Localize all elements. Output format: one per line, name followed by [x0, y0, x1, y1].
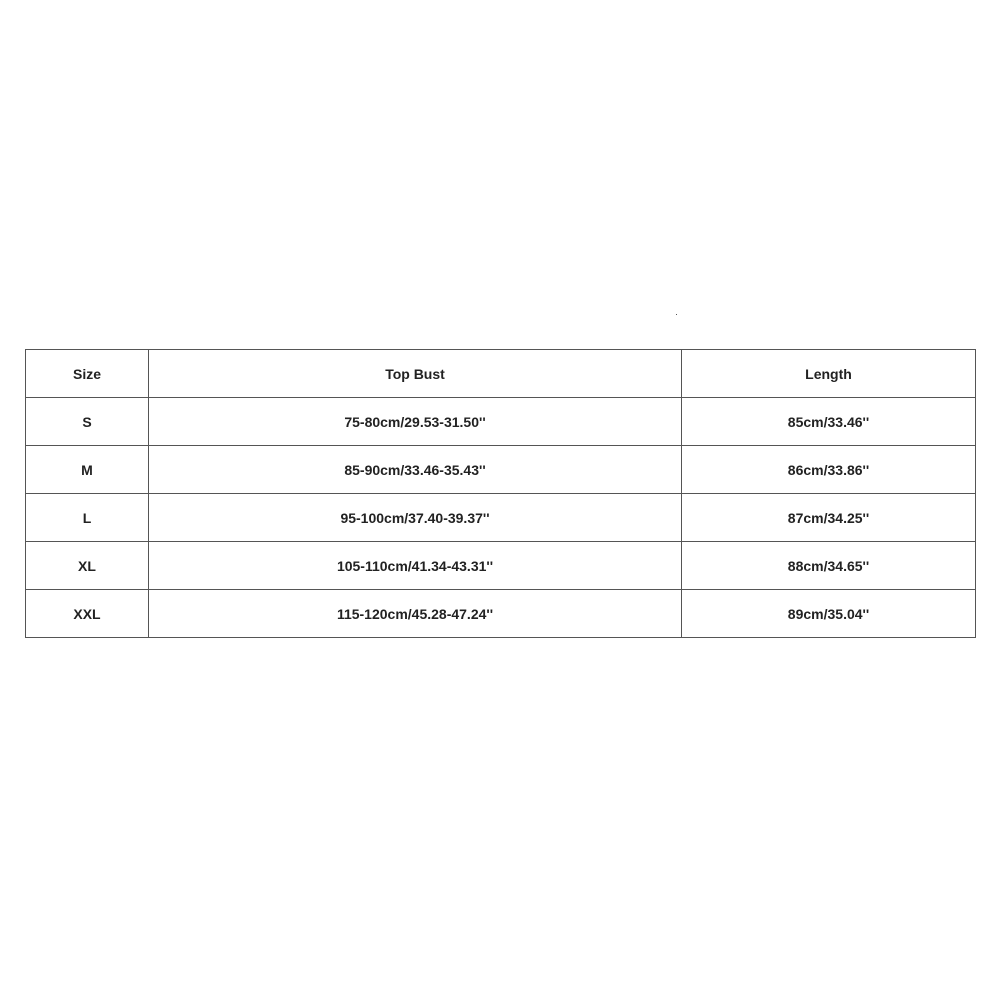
- length-cell: 86cm/33.86'': [682, 446, 976, 494]
- header-top-bust: Top Bust: [149, 350, 682, 398]
- size-cell: M: [26, 446, 149, 494]
- header-size: Size: [26, 350, 149, 398]
- table-row: [26, 542, 976, 590]
- table-header-row: [26, 350, 976, 398]
- size-cell: L: [26, 494, 149, 542]
- length-cell: 87cm/34.25'': [682, 494, 976, 542]
- top-bust-cell: 105-110cm/41.34-43.31'': [149, 542, 682, 590]
- length-cell: 89cm/35.04'': [682, 590, 976, 638]
- length-cell: 88cm/34.65'': [682, 542, 976, 590]
- size-cell: XXL: [26, 590, 149, 638]
- table-row: [26, 398, 976, 446]
- top-bust-cell: 75-80cm/29.53-31.50'': [149, 398, 682, 446]
- top-bust-cell: 115-120cm/45.28-47.24'': [149, 590, 682, 638]
- length-cell: 85cm/33.46'': [682, 398, 976, 446]
- table-row: [26, 590, 976, 638]
- header-length: Length: [682, 350, 976, 398]
- size-cell: S: [26, 398, 149, 446]
- size-chart-table: [25, 349, 976, 638]
- top-bust-cell: 85-90cm/33.46-35.43'': [149, 446, 682, 494]
- table-row: [26, 446, 976, 494]
- top-bust-cell: 95-100cm/37.40-39.37'': [149, 494, 682, 542]
- stray-dot: [676, 314, 677, 315]
- table-row: [26, 494, 976, 542]
- size-cell: XL: [26, 542, 149, 590]
